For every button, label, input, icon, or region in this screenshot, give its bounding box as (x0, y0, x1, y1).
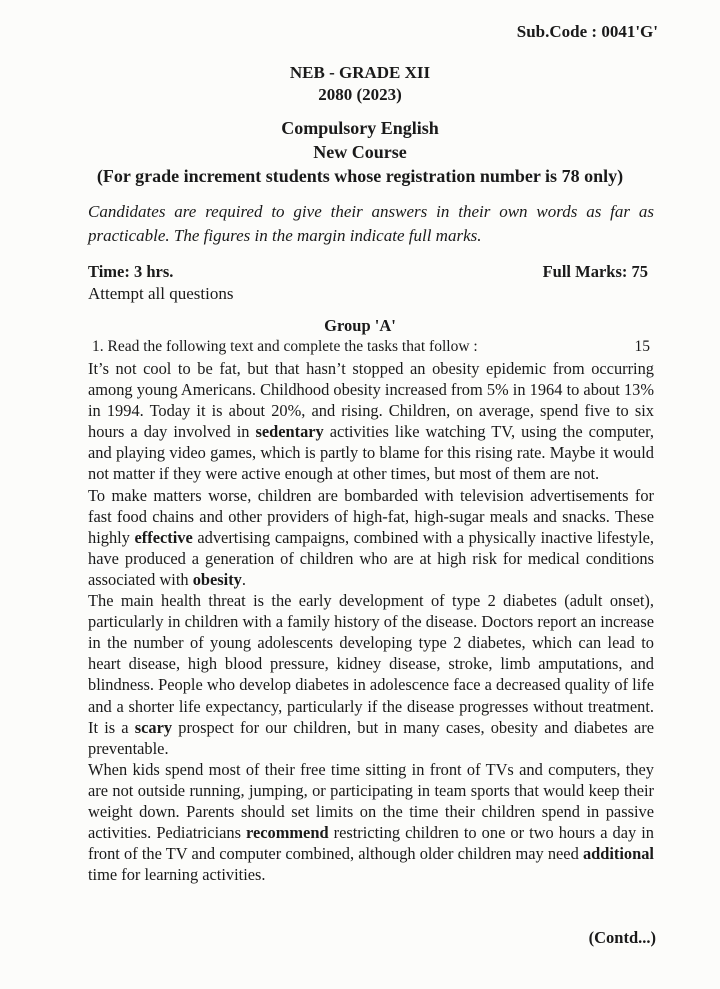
subject-title: Compulsory English (281, 118, 439, 138)
board-title: NEB - GRADE XII (289, 63, 431, 82)
question-1-text: 1. Read the following text and complete the tasks that follow : (92, 338, 478, 355)
highlighted-word: recommend (246, 823, 329, 843)
passage-paragraph (88, 358, 654, 485)
group-heading: Group 'A' (324, 316, 396, 335)
continued-label: (Contd...) (588, 928, 656, 947)
course-title: New Course (313, 142, 407, 162)
passage-text: time for learning activities. (88, 865, 266, 885)
highlighted-word: obesity (192, 569, 242, 589)
subject-code: Sub.Code : 0041'G' (516, 22, 658, 41)
time-allowed: Time: 3 hrs. (88, 262, 174, 281)
highlighted-word: additional (582, 844, 654, 864)
passage-paragraph (88, 759, 654, 886)
passage-text: The main health threat is the early development of type 2 diabetes (adult onset), particularly in children with a family history of the disease. Doctors report an increase in the number of young adolescents developing type 2 diabetes, which can lead to heart disease, high blood pressure, kidney disease, stroke, limb amputations, and blindness. People who develop diabetes in adolescence face a decreased quality of life and a shorter life expectancy, particularly if the disease progresses without treatment. It is a (88, 591, 654, 737)
passage-paragraph (88, 590, 654, 759)
passage-text: restricting children to one or two hours a day in front of the TV and computer combined, although older children may need (88, 823, 654, 864)
passage-text: prospect for our children, but in many cases, obesity and diabetes are preventable. (88, 717, 654, 758)
passage-text: . (241, 569, 246, 589)
exam-header (0, 62, 720, 188)
passage-text: When kids spend most of their free time sitting in front of TVs and computers, they are not outside running, jumping, or participating in team sports that would keep their weight down. Parents should set limits on the time their children spend in passive activities. Pediatricians (88, 759, 654, 843)
passage-text: advertising campaigns, combined with a physically inactive lifestyle, have produced a generation of children who are at high risk for medical conditions associated with (88, 527, 654, 589)
question-1 (92, 338, 650, 356)
highlighted-word: scary (134, 717, 173, 737)
passage-text: To make matters worse, children are bombarded with television advertisements for fast food chains and other providers of high-fat, high-sugar meals and snacks. These highly (88, 485, 654, 547)
question-1-marks: 15 (634, 338, 650, 355)
exam-year: 2080 (2023) (318, 85, 402, 104)
reading-passage (88, 358, 654, 885)
candidate-instructions: Candidates are required to give their answers in their own words as far as practicable. The figures in the margin indicate full marks. (88, 202, 654, 245)
passage-text: It’s not cool to be fat, but that hasn’t stopped an obesity epidemic from occurring among young Americans. Childhood obesity increased from 5% in 1964 to about 13% in 1994. Today it is about 20%, and rising. Children, on average, spend five to six hours a day involved in (88, 359, 654, 442)
eligibility-note: (For grade increment students whose registration number is 78 only) (96, 166, 624, 186)
highlighted-word: sedentary (255, 422, 324, 442)
passage-paragraph (88, 485, 654, 590)
attempt-instruction: Attempt all questions (88, 284, 234, 303)
passage-text: activities like watching TV, using the computer, and playing video games, which is partly to blame for this rising rate. Maybe it would not matter if they were active enough at other times, but most of them are not. (88, 422, 654, 484)
full-marks: Full Marks: 75 (542, 262, 648, 281)
highlighted-word: effective (134, 527, 193, 547)
time-marks-row (88, 262, 648, 282)
